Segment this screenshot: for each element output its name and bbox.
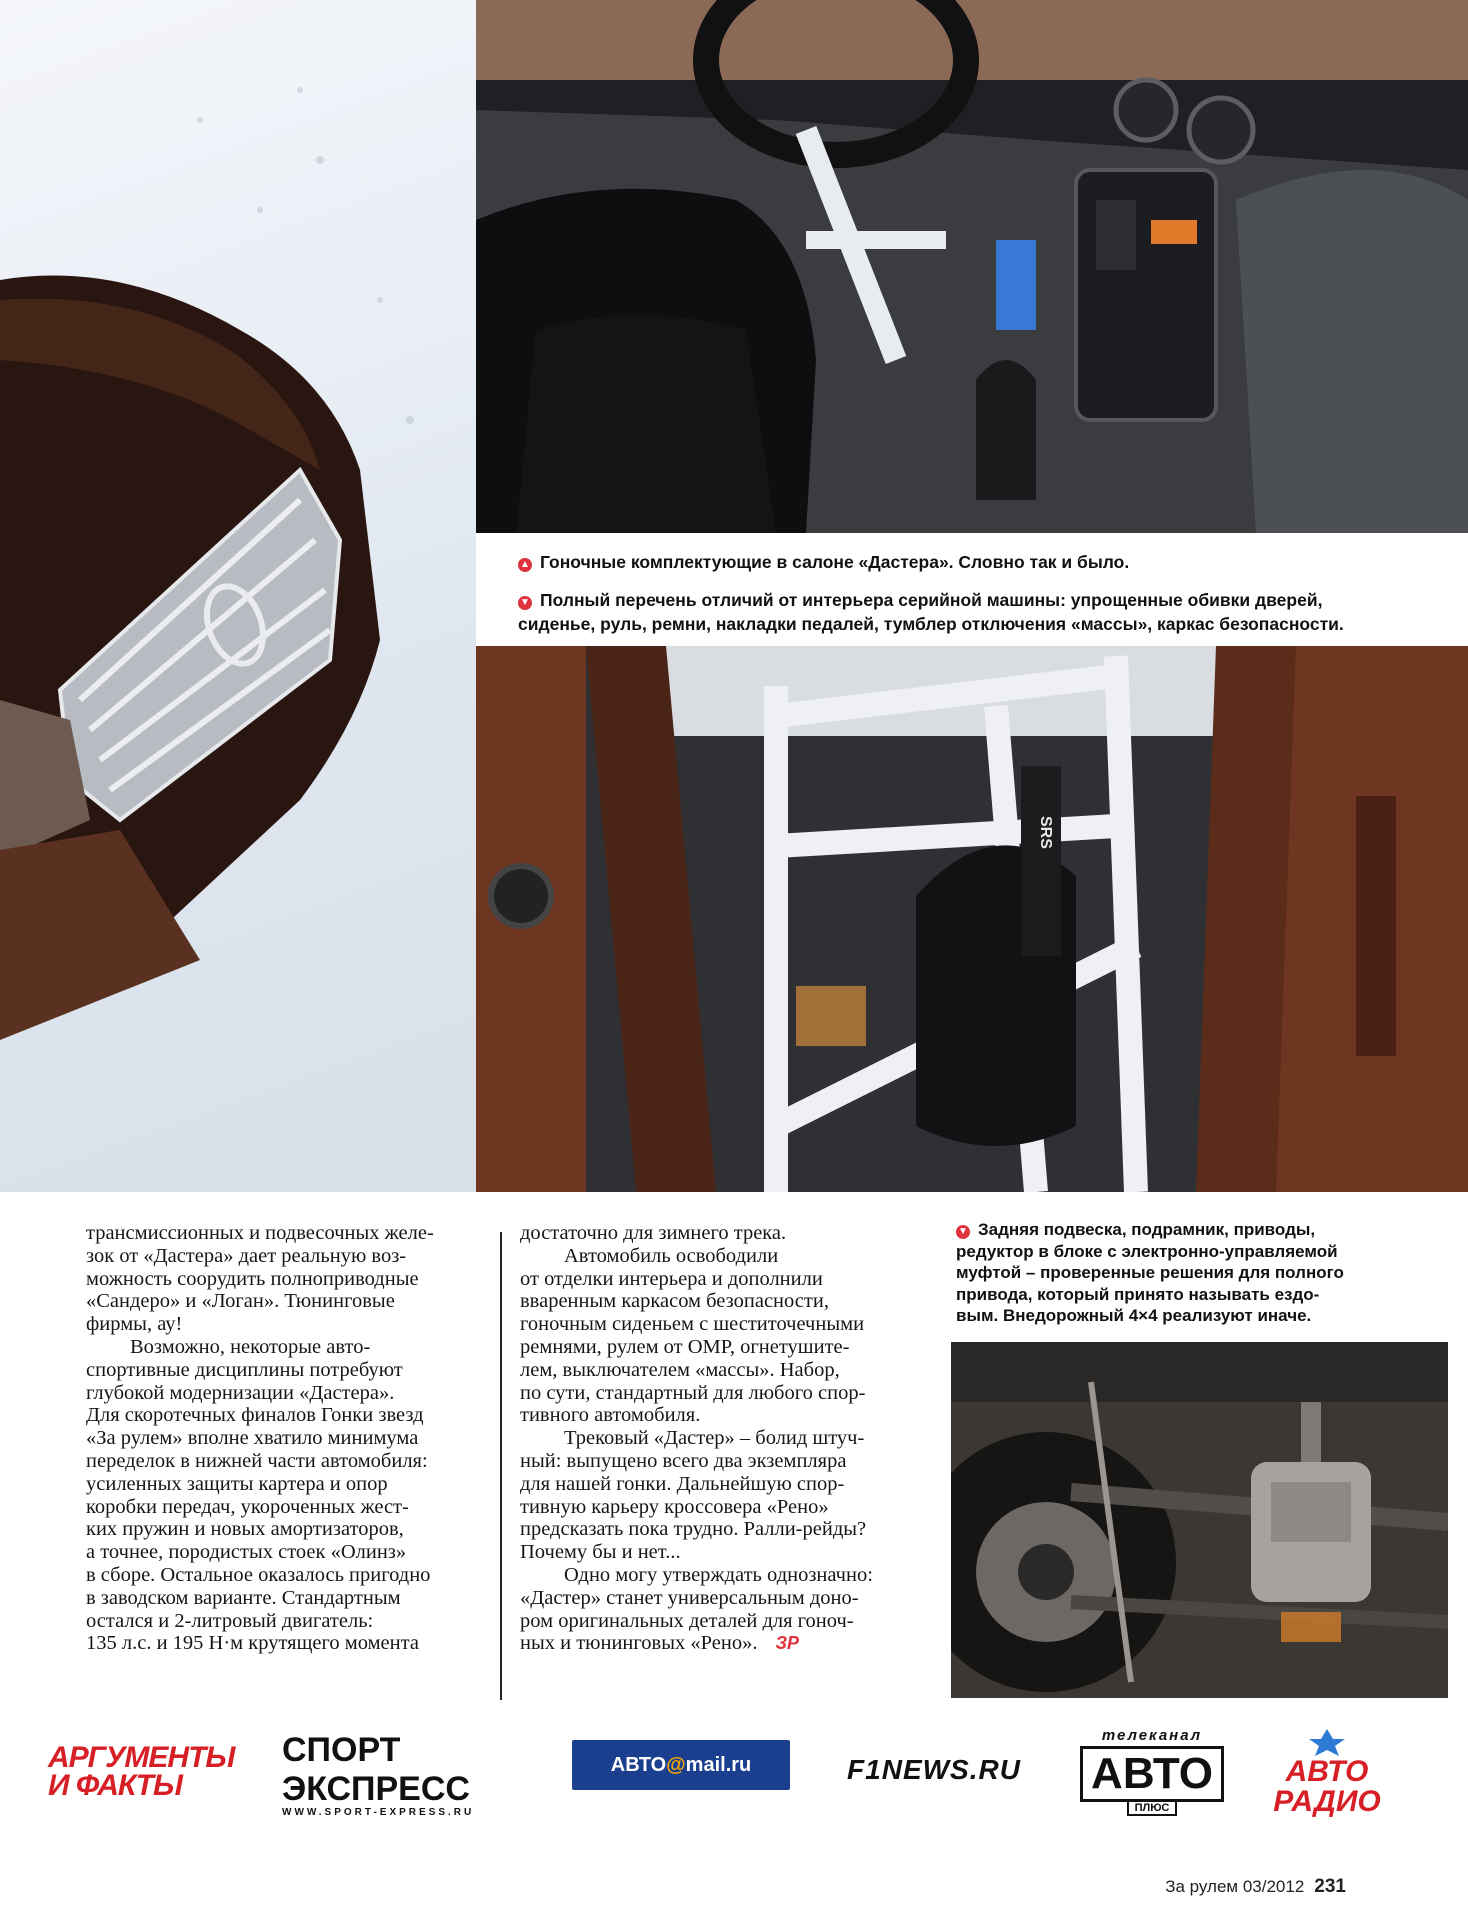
caption-suspension-line: муфтой – проверенные решения для полного [956, 1263, 1344, 1282]
logo-avtoplus-main: АВТО [1080, 1746, 1224, 1802]
end-of-article-mark: ЗР [775, 1633, 800, 1654]
body-line: «Сандеро» и «Логан». Тюнинговые [86, 1290, 395, 1313]
body-line: «За рулем» вполне хватило минимума [86, 1427, 419, 1450]
body-line: достаточно для зимнего трека. [520, 1222, 787, 1244]
body-line: вваренным каркасом безопасности, [520, 1290, 829, 1313]
body-line: в сборе. Остальное оказалось пригодно [86, 1563, 431, 1586]
body-line: Для скоротечных финалов Гонки звезд [86, 1404, 424, 1427]
body-line: ких пружин и новых амортизаторов, [86, 1518, 404, 1541]
body-line: спортивные дисциплины потребуют [86, 1358, 403, 1381]
caption-suspension-line: редуктор в блоке с электронно-управляемой [956, 1241, 1338, 1261]
logo-argumenty-i-fakty[interactable] [48, 1740, 268, 1804]
photo-renault-duster-front [0, 0, 476, 1192]
caption-suspension-line: привода, который принято называть ездо- [956, 1284, 1320, 1304]
photo-race-interior-dashboard [476, 0, 1468, 533]
body-line: ремнями, рулем от OMP, огнетушите- [520, 1335, 850, 1358]
body-line: предсказать пока трудно. Ралли-рейды? [520, 1518, 867, 1541]
body-line: в заводском варианте. Стандартным [86, 1586, 401, 1609]
body-line: можность соорудить полноприводные [86, 1267, 419, 1290]
car-illustration [0, 0, 476, 1192]
logo-avtoradio-line2: РАДИО [1273, 1785, 1381, 1818]
body-line: фирмы, ау! [86, 1313, 183, 1336]
rollcage-illustration [476, 646, 1468, 1192]
caption-interior-2-line1: Полный перечень отличий от интерьера серийной машины: упрощенные обивки дверей, [540, 590, 1323, 610]
page-footer [1165, 1876, 1346, 1898]
suspension-illustration [951, 1342, 1448, 1698]
body-line: для нашей гонки. Дальнейшую спор- [520, 1472, 845, 1495]
magazine-issue: За рулем 03/2012 [1165, 1877, 1305, 1896]
caption-interior-2-line2: сиденье, руль, ремни, накладки педалей, тумблер отключения «массы», каркас безопасности. [518, 614, 1344, 634]
article-column-2 [520, 1222, 916, 1655]
caption-suspension-line: Задняя подвеска, подрамник, приводы, [978, 1220, 1316, 1239]
seat-srs-label: SRS [1037, 816, 1054, 849]
body-line: трансмиссионных и подвесочных желе- [86, 1222, 434, 1244]
caption-suspension [956, 1219, 1426, 1327]
logo-fnews-text: F1NEWS.RU [847, 1754, 1021, 1785]
logo-avto-plus[interactable] [1074, 1724, 1230, 1818]
caption-interior-1-text: Гоночные комплектующие в салоне «Дастера». Словно так и было. [540, 552, 1130, 572]
body-line: коробки передач, укороченных жест- [86, 1495, 409, 1518]
logo-aif-line2: И ФАКТЫ [48, 1769, 182, 1802]
logo-avto-mail-ru[interactable] [572, 1740, 790, 1790]
logo-aif-line1: АРГУМЕНТЫ [48, 1741, 235, 1774]
logo-avtoradio-line1: АВТО [1285, 1755, 1369, 1788]
logo-sport-main: СПОРТ ЭКСПРЕСС [282, 1730, 470, 1808]
body-line: ный: выпущено всего два экземпляра [520, 1449, 847, 1472]
caption-interior-1 [518, 550, 1448, 574]
body-line: зок от «Дастера» дает реальную воз- [86, 1244, 407, 1267]
body-line: гоночным сиденьем с шеститочечными [520, 1313, 865, 1336]
body-line: усиленных защиты картера и опор [86, 1472, 388, 1495]
logo-avtoplus-bottom: ПЛЮС [1127, 1800, 1178, 1816]
column-divider [500, 1232, 502, 1700]
interior-illustration [476, 0, 1468, 533]
caption-bullet-icon: ▼ [518, 596, 532, 610]
photo-rollcage-seat [476, 646, 1468, 1192]
body-line: от отделки интерьера и дополнили [520, 1267, 823, 1290]
logo-sport-express[interactable] [282, 1730, 536, 1818]
logo-mail-at: @ [666, 1753, 686, 1776]
body-line: по сути, стандартный для любого спор- [520, 1381, 866, 1404]
logo-avtoradio[interactable] [1262, 1724, 1392, 1820]
caption-bullet-icon: ▼ [956, 1225, 970, 1239]
body-line: тивную карьеру кроссовера «Рено» [520, 1495, 829, 1518]
body-line: 135 л.с. и 195 Н·м крутящего момента [86, 1632, 419, 1655]
photo-rear-suspension [951, 1342, 1448, 1698]
body-line: Автомобиль освободили [564, 1244, 779, 1267]
body-line: а точнее, породистых стоек «Олинз» [86, 1541, 407, 1564]
body-line: тивного автомобиля. [520, 1404, 701, 1427]
body-line: остался и 2-литровый двигатель: [86, 1609, 374, 1632]
logo-avtoplus-top: телеканал [1101, 1726, 1203, 1744]
logo-f1news[interactable] [828, 1748, 1040, 1792]
star-icon [1297, 1727, 1357, 1757]
logo-mail-post: mail.ru [685, 1753, 752, 1776]
caption-bullet-icon: ▲ [518, 558, 532, 572]
body-line: Одно могу утверждать однозначно: [564, 1563, 873, 1586]
body-line-last-text: ных и тюнинговых «Рено». [520, 1632, 758, 1655]
logo-mail-pre: АВТО [610, 1753, 667, 1776]
body-line: «Дастер» станет универсальным доно- [520, 1586, 859, 1609]
caption-interior-2 [518, 588, 1448, 636]
article-column-1 [86, 1222, 478, 1655]
body-line: Трековый «Дастер» – болид штуч- [564, 1427, 865, 1450]
logo-sport-sub: WWW.SPORT-EXPRESS.RU [282, 1806, 475, 1818]
body-line: Почему бы и нет... [520, 1541, 681, 1564]
body-line: переделок в нижней части автомобиля: [86, 1449, 428, 1472]
body-line: ром оригинальных деталей для гоноч- [520, 1609, 854, 1632]
body-line: Возможно, некоторые авто- [130, 1335, 371, 1358]
body-line: лем, выключателем «массы». Набор, [520, 1358, 840, 1381]
page-number: 231 [1314, 1876, 1346, 1897]
caption-suspension-line: вым. Внедорожный 4×4 реализуют иначе. [956, 1306, 1312, 1325]
body-line-last [520, 1632, 916, 1655]
body-line: глубокой модернизации «Дастера». [86, 1381, 395, 1404]
